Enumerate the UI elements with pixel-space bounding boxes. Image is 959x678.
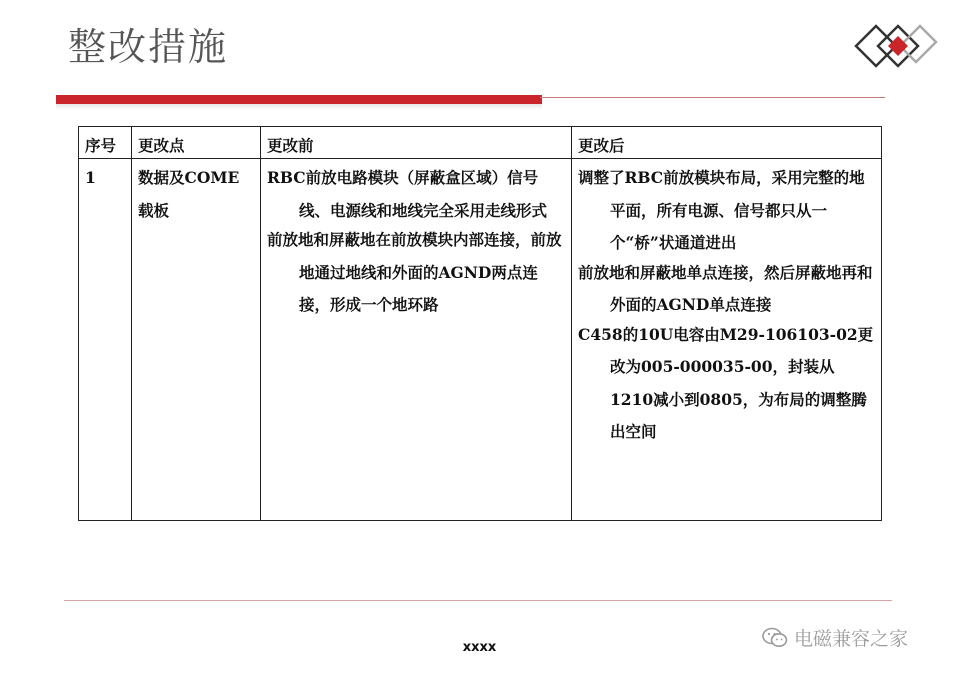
table-row — [79, 159, 882, 521]
company-logo — [852, 18, 940, 74]
footer-text: xxxx — [462, 640, 497, 655]
header-after: 更改后 — [572, 127, 882, 159]
after-item: 调整了RBC前放模块布局，采用完整的地平面，所有电源、信号都只从一个“桥”状通道进出 — [578, 168, 865, 252]
cell-change-point — [132, 159, 261, 521]
after-item: C458的10U电容由M29-106103-02更改为005-000035-00，封装从1210减小到0805，为布局的调整腾出空间 — [578, 324, 874, 441]
title-underline-thin — [540, 97, 885, 98]
measures-table — [78, 126, 882, 521]
header-index: 序号 — [79, 127, 132, 159]
slide-title: 整改措施 — [68, 25, 229, 69]
title-underline-bar — [56, 95, 542, 104]
header-before: 更改前 — [261, 127, 572, 159]
cell-after — [572, 159, 882, 521]
watermark-text: 电磁兼容之家 — [794, 628, 909, 650]
after-item: 前放地和屏蔽地单点连接，然后屏蔽地再和外面的AGND单点连接 — [578, 262, 873, 314]
title-underline-shadow — [56, 104, 542, 110]
wechat-icon — [762, 627, 788, 649]
header-change-point: 更改点 — [132, 127, 261, 159]
table-header-row — [79, 127, 882, 159]
cell-index — [79, 159, 132, 521]
before-item: 前放地和屏蔽地在前放模块内部连接，前放地通过地线和外面的AGND两点连接，形成一个地环路 — [267, 230, 562, 314]
watermark — [762, 624, 908, 651]
row-index: 1 — [85, 168, 96, 187]
before-item: RBC前放电路模块（屏蔽盒区域）信号线、电源线和地线完全采用走线形式 — [267, 168, 548, 220]
cell-before — [261, 159, 572, 521]
footer-divider — [64, 600, 892, 601]
row-change-point: 数据及COME载板 — [138, 168, 240, 220]
